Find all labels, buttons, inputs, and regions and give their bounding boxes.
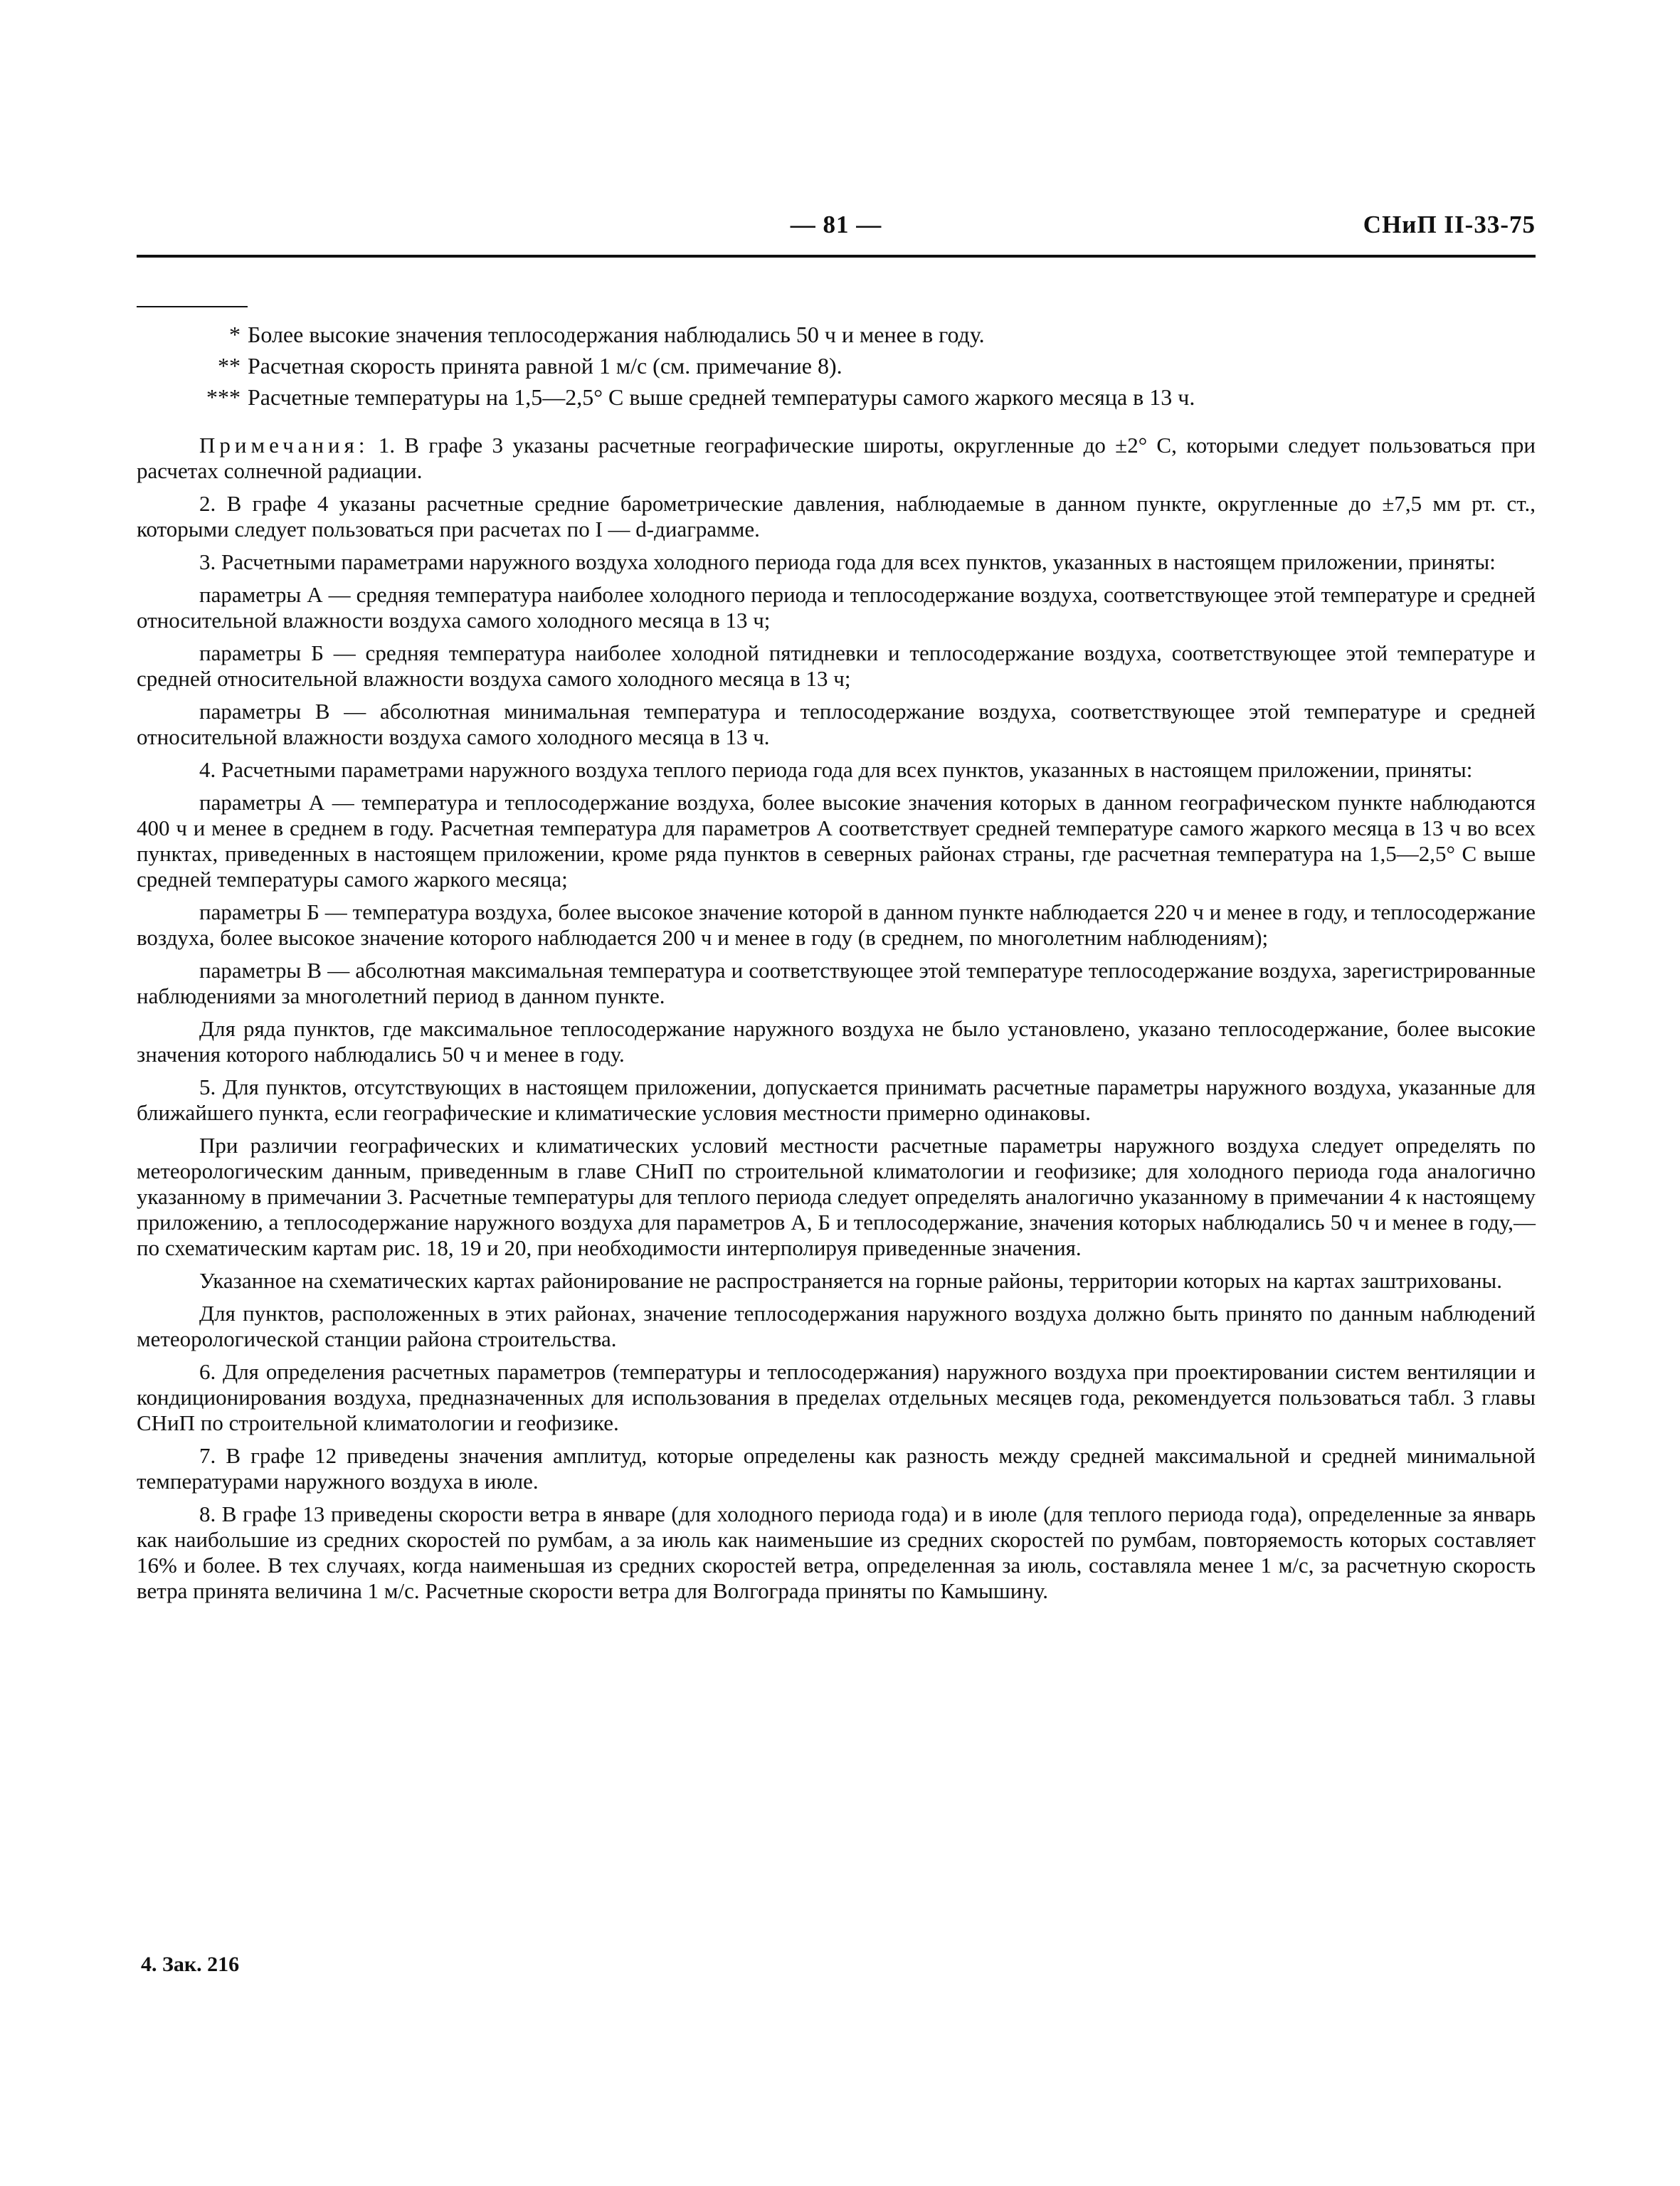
notes-section (137, 433, 1536, 1611)
footnotes (184, 319, 1536, 413)
footnote-text: Более высокие значения теплосодержания наблюдались 50 ч и менее в году. (248, 322, 985, 347)
header-rule (137, 255, 1536, 258)
note-paragraph: 8. В графе 13 приведены скорости ветра в январе (для холодного периода года) и в июле (для теплого периода года), определенные за январь как наибольшие из средних скоростей по румбам, а за июль как наименьшие из средних скоростей по румбам, повторяемость которых составляет 16% и более. В тех случаях, когда наименьшая из средних скоростей ветра, определенная за июль, составляла менее 1 м/с, за расчетную скорость ветра принята величина 1 м/с. Расчетные скорости ветра для Волгограда приняты по Камышину. (137, 1501, 1536, 1603)
note-text: 1. В графе 3 указаны расчетные географические широты, округленные до ±2° С, которыми следует пользоваться при расчетах солнечной радиации. (137, 433, 1536, 483)
page-number: — 81 — (790, 211, 882, 238)
note-paragraph: 2. В графе 4 указаны расчетные средние барометрические давления, наблюдаемые в данном пункте, округленные до ±7,5 мм рт. ст., которыми следует пользоваться при расчетах по I — d-диаграмме. (137, 491, 1536, 542)
note-paragraph (137, 433, 1536, 484)
note-paragraph: При различии географических и климатических условий местности расчетные параметры наружного воздуха следует определять по метеорологическим данным, приведенным в главе СНиП по строительной климатологии и геофизике; для холодного периода года аналогично указанному в примечании 3. Расчетные температуры для теплого периода следует определять аналогично указанному в примечании 4 к настоящему приложению, а теплосодержание наружного воздуха для параметров А, Б и теплосодержание, значения которых наблюдались 50 ч и менее в году,— по схематическим картам рис. 18, 19 и 20, при необходимости интерполируя приведенные значения. (137, 1133, 1536, 1260)
footnote (184, 319, 1536, 350)
footnote-mark: ** (218, 353, 241, 379)
notes-label: Примечания: (199, 433, 369, 458)
note-paragraph: параметры Б — средняя температура наиболее холодной пятидневки и теплосодержание воздуха, соответствующее этой температуре и средней относительной влажности воздуха самого холодного месяца в 13 ч; (137, 640, 1536, 691)
footnote-text: Расчетные температуры на 1,5—2,5° С выше средней температуры самого жаркого месяца в 13 ч. (248, 384, 1195, 410)
note-paragraph: 7. В графе 12 приведены значения амплитуд, которые определены как разность между средней максимальной и средней минимальной температурами наружного воздуха в июле. (137, 1443, 1536, 1494)
footnote-text: Расчетная скорость принята равной 1 м/с (см. примечание 8). (248, 353, 842, 379)
note-paragraph: 6. Для определения расчетных параметров (температуры и теплосодержания) наружного воздуха при проектировании систем вентиляции и кондиционирования воздуха, предназначенных для использования в пределах отдельных месяцев года, рекомендуется пользоваться табл. 3 главы СНиП по строительной климатологии и геофизике. (137, 1359, 1536, 1435)
footnote-rule (137, 306, 248, 307)
footnote-mark: *** (206, 384, 241, 410)
note-paragraph: 3. Расчетными параметрами наружного воздуха холодного периода года для всех пунктов, указанных в настоящем приложении, приняты: (199, 549, 1496, 574)
note-paragraph: параметры А — средняя температура наиболее холодного периода и теплосодержание воздуха, соответствующее этой температуре и средней относительной влажности воздуха самого холодного месяца в 13 ч; (137, 582, 1536, 633)
note-paragraph: параметры Б — температура воздуха, более высокое значение которой в данном пункте наблюдается 220 ч и менее в году, и теплосодержание воздуха, более высокое значение которого наблюдается 200 ч и менее в году (в среднем, по многолетним наблюдениям); (137, 899, 1536, 950)
order-reference: 4. Зак. 216 (141, 1953, 240, 1976)
note-paragraph: Указанное на схематических картах районирование не распространяется на горные районы, территории которых на картах заштрихованы. (199, 1268, 1503, 1293)
footnote-mark: * (229, 322, 241, 347)
note-paragraph: 4. Расчетными параметрами наружного воздуха теплого периода года для всех пунктов, указанных в настоящем приложении, приняты: (199, 757, 1473, 782)
note-paragraph: параметры В — абсолютная минимальная температура и теплосодержание воздуха, соответствующее этой температуре и средней относительной влажности воздуха самого холодного месяца в 13 ч. (137, 699, 1536, 749)
page-header (137, 211, 1536, 253)
note-paragraph: параметры А — температура и теплосодержание воздуха, более высокие значения которых в данном географическом пункте наблюдаются 400 ч и менее в среднем в году. Расчетная температура для параметров А соответствует средней температуре самого жаркого месяца в 13 ч во всех пунктах, приведенных в настоящем приложении, кроме ряда пунктов в северных районах страны, где расчетная температура на 1,5—2,5° С выше средней температуры самого жаркого месяца; (137, 790, 1536, 892)
note-paragraph: параметры В — абсолютная максимальная температура и соответствующее этой температуре теплосодержание воздуха, зарегистрированные наблюдениями за многолетний период в данном пункте. (137, 958, 1536, 1008)
note-paragraph: Для ряда пунктов, где максимальное теплосодержание наружного воздуха не было установлено, указано теплосодержание, более высокие значения которого наблюдались 50 ч и менее в году. (137, 1016, 1536, 1067)
footnote (184, 381, 1536, 413)
document-code: СНиП II-33-75 (1363, 211, 1536, 238)
note-paragraph: 5. Для пунктов, отсутствующих в настоящем приложении, допускается принимать расчетные параметры наружного воздуха, указанные для ближайшего пункта, если географические и климатические условия местности примерно одинаковы. (137, 1074, 1536, 1125)
note-paragraph: Для пунктов, расположенных в этих районах, значение теплосодержания наружного воздуха должно быть принято по данным наблюдений метеорологической станции района строительства. (137, 1301, 1536, 1351)
footnote (184, 350, 1536, 381)
